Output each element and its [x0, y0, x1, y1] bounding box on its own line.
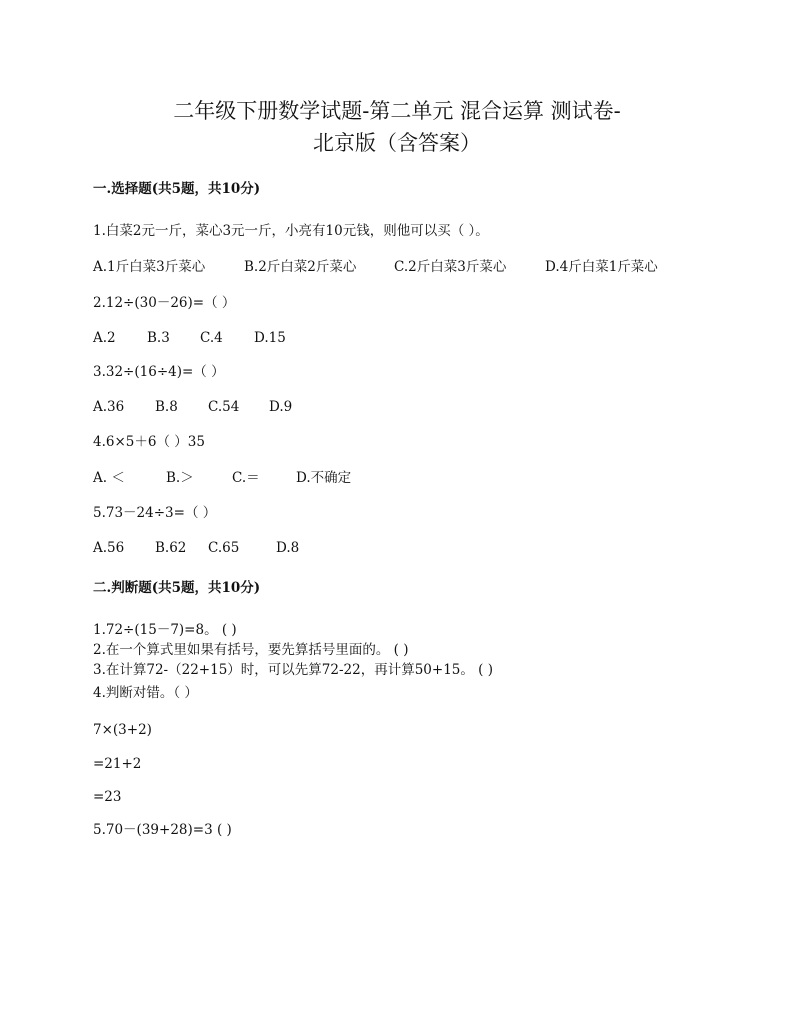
- option-d: D.不确定: [296, 470, 352, 486]
- document-title-line2: 北京版（含答案）: [313, 131, 481, 155]
- option-b: B.8: [155, 399, 178, 415]
- document-title-line1: 二年级下册数学试题-第二单元 混合运算 测试卷-: [173, 99, 621, 123]
- judge-item-2: 2.在一个算式里如果有括号，要先算括号里面的。 ( ): [93, 642, 409, 658]
- option-b: B.62: [155, 540, 187, 556]
- option-a: A.36: [93, 399, 125, 415]
- option-c: C.65: [208, 540, 240, 556]
- question-5-stem: 5.73－24÷3=（ ）: [93, 505, 217, 521]
- judge-item-5: 5.70－(39+28)=3 ( ): [93, 822, 232, 838]
- section-heading-choice: 一.选择题(共5题，共10分): [93, 181, 261, 197]
- option-a: A. ＜: [93, 470, 125, 486]
- option-d: D.9: [269, 399, 293, 415]
- question-4-options: [93, 469, 351, 487]
- judge-item-1: 1.72÷(15－7)=8。 ( ): [93, 622, 237, 638]
- option-a: A.2: [93, 330, 116, 346]
- work-line-1: 7×(3+2): [93, 722, 152, 738]
- option-a: A.1斤白菜3斤菜心: [93, 259, 206, 275]
- question-5-options: [93, 539, 299, 557]
- judge-item-4: 4.判断对错。（ ）: [93, 685, 198, 701]
- question-1-options: [93, 258, 658, 276]
- work-line-2: =21+2: [93, 756, 142, 772]
- option-a: A.56: [93, 540, 125, 556]
- work-line-3: =23: [93, 789, 122, 805]
- option-c: C.2斤白菜3斤菜心: [394, 259, 507, 275]
- question-2-stem: 2.12÷(30－26)=（ ）: [93, 295, 236, 311]
- option-b: B.＞: [166, 470, 194, 486]
- question-2-options: [93, 329, 286, 347]
- option-c: C.＝: [232, 470, 260, 486]
- option-b: B.3: [147, 330, 170, 346]
- section-heading-judge: 二.判断题(共5题，共10分): [93, 580, 261, 596]
- question-3-options: [93, 398, 292, 416]
- question-4-stem: 4.6×5＋6（ ）35: [93, 434, 205, 450]
- option-d: D.8: [276, 540, 300, 556]
- option-d: D.15: [254, 330, 286, 346]
- option-c: C.4: [200, 330, 223, 346]
- option-b: B.2斤白菜2斤菜心: [244, 259, 357, 275]
- question-3-stem: 3.32÷(16÷4)=（ ）: [93, 364, 225, 380]
- option-d: D.4斤白菜1斤菜心: [545, 259, 658, 275]
- judge-item-3: 3.在计算72-（22+15）时，可以先算72-22，再计算50+15。 ( ): [93, 662, 493, 678]
- question-1-stem: 1.白菜2元一斤，菜心3元一斤，小亮有10元钱，则他可以买（ ）。: [93, 223, 489, 239]
- option-c: C.54: [208, 399, 240, 415]
